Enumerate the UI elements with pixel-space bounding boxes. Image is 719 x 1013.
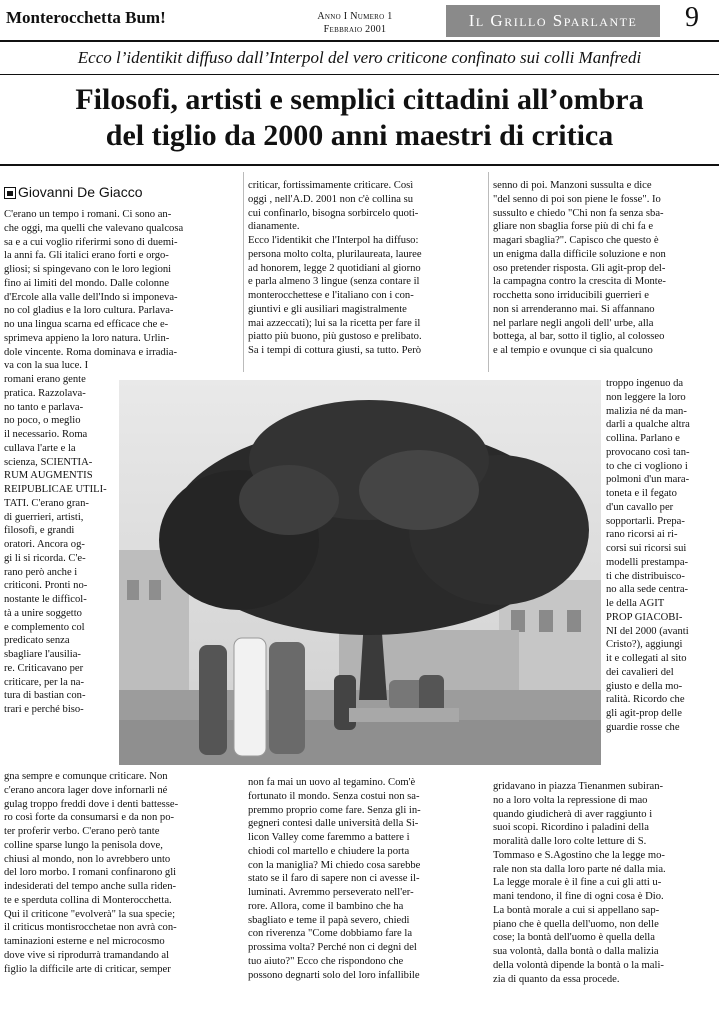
text-line: Tommaso e S.Agostino che la legge mo- [493, 849, 665, 861]
text-line: zia di quanto da essa procede. [493, 973, 620, 985]
text-line: senno di poi. Manzoni sussulta e dice [493, 180, 652, 191]
text-line: di guerrieri, artisti, [4, 511, 84, 523]
text-line: provocano così tan- [606, 446, 690, 458]
text-line: scienza, SCIENTIA- [4, 456, 93, 468]
column-divider-1 [243, 172, 244, 372]
title-line-2: del tiglio da 2000 anni maestri di critica [105, 119, 614, 152]
text-line: dei cavalieri del [606, 666, 674, 678]
text-line: non si arrenderanno mai. Si affannano [493, 303, 655, 315]
text-line: moralità dalle loro colte letture di S. [493, 836, 647, 847]
text-line: la anni fa. Gli italici erano forti e orgo- [4, 250, 169, 262]
text-line: oratori. Ancora og- [4, 539, 85, 550]
text-line: nostante le difficol- [4, 594, 87, 605]
text-line: sopportarli. Prepa- [606, 515, 685, 527]
text-line: no tanto e parlava- [4, 401, 84, 413]
text-line: e al tempio e ovunque ci sia qualcuno [493, 345, 653, 356]
issue-line-1: Anno I Numero 1 [317, 11, 393, 22]
text-line: gli agit-prop delle [606, 708, 682, 719]
text-line: toneta e il fegato [606, 488, 677, 499]
text-line: Sa i tempi di cottura giusti, sa tutto. Però [248, 345, 422, 356]
text-line: cose; la bontà dell'uomo è quella della [493, 932, 655, 944]
text-line: ralità. Ricordo che [606, 694, 685, 706]
text-line: no una lingua scarna ed efficace che e- [4, 319, 169, 330]
text-line: il necessario. Roma [4, 429, 88, 440]
text-line: e parla almeno 3 lingue (senza contare il [248, 276, 420, 288]
text-line: giuntivi e gli ausiliari magistralmente [248, 303, 407, 315]
text-line: mai azzeccati); lui sa la ricetta per fare il [248, 317, 421, 329]
text-line: chiusi al mondo, non lo avrebbero unto [4, 853, 171, 865]
text-line: non fa mai un uovo al tegamino. Com'è [248, 777, 416, 788]
text-line: monterocchettese e l'italiano con i con- [248, 290, 414, 301]
text-line: prossima volta? Perché non ci degni del [248, 942, 417, 953]
column-3-top [493, 179, 715, 358]
text-line: gliare non sbaglia forse più di chi fa e [493, 221, 654, 233]
text-line: sprimeva appieno la loro natura. Urlin- [4, 332, 170, 344]
text-line: trari e perché biso- [4, 704, 84, 715]
text-line: criticar, fortissimamente criticare. Così [248, 180, 414, 191]
text-line: le della AGIT [606, 598, 665, 609]
text-line: e complemento col [4, 621, 85, 633]
text-line: criticoni. Pronti no- [4, 580, 88, 592]
text-line: Ecco l'identikit che l'Interpol ha diffuso: [248, 235, 419, 246]
text-line: d'Ercole alla valle dell'Indo si imponeva- [4, 291, 178, 303]
title-line-1: Filosofi, artisti e semplici cittadini all’ombra [75, 83, 644, 116]
header-rule [0, 40, 719, 42]
text-line: guardie rosse che [606, 721, 680, 733]
text-line: gna sempre e comunque criticare. Non [4, 771, 168, 782]
text-line: collina. Parlano e [606, 433, 680, 444]
text-line: te e sperduta collina di Monterocchetta. [4, 894, 172, 906]
text-line: non leggere la loro [606, 391, 686, 403]
text-line: sua volontà, dalla bontà o dalla malizia [493, 946, 659, 957]
text-line: dianamente. [248, 221, 300, 233]
text-line: licon Valley come faremmo a battere i [248, 832, 410, 843]
text-line: rore. Allora, come il bambino che ha [248, 900, 404, 912]
text-line: gegneri contesi dalle università della Si- [248, 818, 419, 830]
text-line: d'un cavallo per [606, 501, 674, 513]
text-line: il criticus montisrocchetae non avrà con- [4, 922, 177, 934]
subtitle-rule [0, 74, 719, 75]
page-number: 9 [685, 2, 699, 33]
paper-name: Monterocchetta Bum! [6, 8, 166, 27]
text-line: stato se il faro di sapere non ci avesse il- [248, 873, 420, 885]
text-line: La legge morale è il fine a cui gli atti u- [493, 877, 662, 889]
text-line: criticare, per la na- [4, 676, 84, 688]
text-line: oggi , nell'A.D. 2001 non c'è collina su [248, 193, 414, 205]
text-line: predicato senza [4, 635, 70, 647]
text-line: La bontà morale a cui si appellano sap- [493, 904, 660, 916]
text-line: con la maniglia? Mi chiedo cosa sarebbe [248, 859, 421, 871]
column-divider-2 [488, 172, 489, 372]
text-line: gi li si ricorda. C'e- [4, 552, 86, 564]
author-name: Giovanni De Giacco [18, 184, 143, 200]
text-line: fortunato il mondo. Senza costui non sa- [248, 790, 420, 802]
text-line: TATI. C'erano gran- [4, 497, 89, 509]
author-icon [4, 187, 16, 199]
text-line: tà a unire soggetto [4, 607, 82, 619]
text-line: magari sbaglia?". Capisco che questo è [493, 235, 659, 246]
text-line: no a loro volta la repressione di mao [493, 794, 648, 806]
text-line: sussulto e chiedo "Chi non fa senza sba- [493, 207, 664, 219]
text-line: quando giudicherà di aver raggiunto i [493, 808, 653, 820]
text-line: premmo proprio come fare. Senza gli in- [248, 804, 421, 816]
text-line: mani tendono, il fine di ogni cosa è Dio. [493, 891, 664, 902]
text-line: piatto più buono, più gustoso e prelibato. [248, 331, 422, 343]
text-line: no col gladius e la loro cultura. Parlava- [4, 305, 174, 317]
text-line: cullava l'arte e la [4, 442, 76, 454]
column-3-narrow [606, 377, 715, 735]
text-line: Qui il criticone "evolverà" la sua specie; [4, 908, 176, 920]
text-line: bottega, al bar, sotto il tiglio, al colosseo [493, 331, 665, 343]
text-line: rano però anche i [4, 566, 78, 578]
text-line: "del senno di poi son piene le fosse". Io [493, 193, 661, 205]
column-2-top [248, 179, 484, 358]
text-line: piano che è quella dell'uomo, non delle [493, 918, 659, 930]
text-line: suoi scopi. Ricordino i paladini della [493, 822, 649, 834]
text-line: sbagliare l'ausilia- [4, 649, 81, 660]
text-line: gridavano in piazza Tienanmen subiran- [493, 781, 664, 792]
text-line: la campagna contro la crescita di Monte- [493, 276, 666, 288]
text-line: no alla sede centra- [606, 584, 689, 596]
text-line: con riverenza "Come dobbiamo fare la [248, 928, 413, 940]
text-line: rano ricorsi ai ri- [606, 529, 678, 541]
article-subtitle: Ecco l’identikit diffuso dall’Interpol del vero criticone confinato sui colli Manfredi [77, 48, 642, 67]
text-line: polmoni d'un mara- [606, 474, 690, 486]
text-line: sa e a cui voglio riferirmi sono di duemi- [4, 236, 178, 248]
text-line: va con la sua luce. I [4, 360, 89, 372]
text-line: tuo aiuto?" Ecco che rispondono che [248, 955, 404, 967]
text-line: romani erano gente [4, 374, 86, 385]
text-line: gliosi; si spingevano con le loro legioni [4, 264, 172, 275]
text-line: giusto e della mo- [606, 680, 683, 692]
text-line: fino ai limiti del mondo. Dalle colonne [4, 277, 170, 289]
text-line: ter proferir verbo. C'erano però tante [4, 826, 160, 837]
text-line: gulag troppo freddi dove i denti battesse- [4, 798, 179, 810]
text-line: luminati. Avremmo perseverato nell'er- [248, 887, 414, 898]
text-line: NI del 2000 (avanti [606, 625, 689, 637]
text-line: no poco, o meglio [4, 415, 81, 427]
text-line: modelli prestampa- [606, 556, 689, 568]
section-banner: Il Grillo Sparlante [446, 5, 660, 37]
text-line: PROP GIACOBI- [606, 611, 683, 623]
text-line: pratica. Razzolava- [4, 387, 86, 399]
text-line: dove vive si riprodurrà tramandando al [4, 949, 170, 961]
text-line: darli a qualche altra [606, 419, 690, 431]
text-line: un enigma dalla difficile soluzione e non [493, 248, 666, 260]
text-line: Cristo?), aggiungi [606, 639, 683, 651]
text-line: C'erano un tempo i romani. Ci sono an- [4, 209, 172, 220]
text-line: filosofi, e grandi [4, 525, 75, 537]
text-line: RUM AUGMENTIS [4, 470, 93, 482]
issue-info [300, 10, 410, 36]
text-line: sbagliato e teme il papà severo, chiedi [248, 914, 410, 926]
text-line: nel parlare negli angoli dell' urbe, alla [493, 317, 654, 329]
text-line: del loro morbo. I romani confinarono gli [4, 867, 177, 879]
column-1-bottom [4, 770, 240, 976]
text-line: tura di bastian con- [4, 690, 86, 702]
text-line: possono degnarti solo del loro infallibile [248, 969, 420, 981]
text-line: to che ci vogliono i [606, 460, 688, 472]
text-line: it e collegati al sito [606, 653, 687, 664]
column-1-top [4, 208, 240, 373]
text-line: colline sparse lungo la penisola dove, [4, 839, 163, 851]
text-line: chiodi col martello e chiudere la porta [248, 845, 410, 857]
article-title [0, 82, 719, 154]
text-line: ti che distribuisco- [606, 570, 685, 582]
column-2-bottom [248, 776, 484, 982]
byline [4, 184, 240, 202]
title-rule [0, 164, 719, 166]
text-line: figlio la difficile arte di criticar, semper [4, 963, 171, 975]
text-line: persona molto colta, plurilaureata, lauree [248, 248, 422, 260]
text-line: taminazioni esterne e nel microcosmo [4, 936, 165, 947]
text-line: ad honorem, legge 2 quotidiani al giorno [248, 262, 421, 274]
text-line: oso pretender risposta. Gli agit-prop del- [493, 262, 666, 274]
text-line: REIPUBLICAE UTILI- [4, 484, 107, 495]
column-1-narrow [4, 373, 113, 717]
text-line: della volontà dipende la bontà o la mali- [493, 959, 664, 971]
column-3-bottom [493, 780, 715, 986]
text-line: malizia né da man- [606, 405, 687, 417]
text-line: troppo ingenuo da [606, 378, 684, 389]
text-line: cui confinarlo, bisogna sorbircelo quoti- [248, 207, 419, 219]
text-line: corsi sui ricorsi sui [606, 543, 687, 554]
text-line: c'erano ancora lager dove infornarli né [4, 784, 168, 796]
issue-line-2: Febbraio 2001 [323, 24, 387, 35]
text-line: dole vincente. Roma dominava e irradia- [4, 346, 177, 358]
linden-tree-photo [119, 380, 601, 765]
text-line: rocchetta sono irriducibili guerrieri e [493, 290, 649, 301]
text-line: rale non sta dalla loro parte né dalla mia. [493, 863, 666, 875]
text-line: che oggi, ma quelli che valevano qualcosa [4, 222, 184, 234]
text-line: re. Criticavano per [4, 662, 84, 674]
text-line: indesiderati del tempo anche sulla riden- [4, 881, 177, 892]
text-line: ro così forte da consumarsi e da non po- [4, 812, 175, 824]
